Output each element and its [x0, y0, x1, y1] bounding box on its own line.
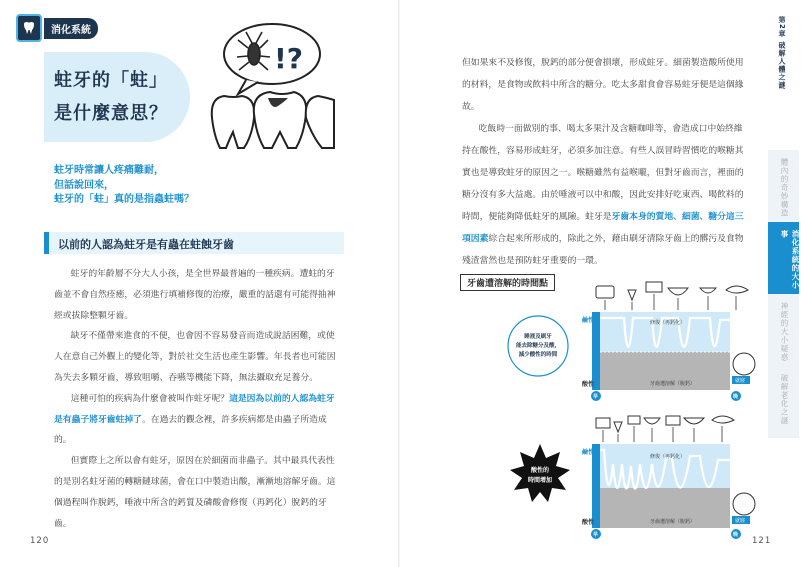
tooth-bug-illustration: [208, 14, 336, 150]
lead-line: 蛀牙時常讓人疼痛難耐，: [54, 165, 164, 176]
axis-bottom-label: 酸性: [582, 519, 595, 526]
paragraph: 但如果來不及修復，脫鈣的部分便會損壞，形成蛀牙。細菌製造酸所使用的材料，是食物或飲料中所含的糖分。吃太多甜食會容易蛀牙便是這個緣故。: [462, 58, 744, 112]
svg-text:!?: !?: [274, 42, 304, 75]
bread-icon: [596, 286, 614, 298]
food-icons-1: [596, 282, 748, 300]
callout1-line: 減少酸性的時間: [518, 352, 558, 358]
tab-label: 破解老化之謎: [780, 374, 789, 425]
food-icons-2: [596, 416, 734, 432]
fish-icon: [712, 416, 734, 423]
zone-repair-label: 修復（再鈣化）: [650, 454, 686, 460]
sleeping-face-icon: [733, 493, 755, 515]
arrow-ticks-1: [605, 294, 736, 310]
section-badge: [16, 14, 98, 42]
paragraph: 蛀牙的年齡層不分大人小孩，是全世界最普遍的一種疾病。遭蛀的牙齒並不會自然痊癒，必須進行填補修復的治療，嚴重的話還有可能得抽神經或拔除整顆牙齒。: [54, 269, 336, 321]
page-number: 121: [752, 536, 772, 546]
title-box: [44, 52, 190, 142]
tab-digestive[interactable]: [768, 222, 799, 294]
bread-icon: [596, 418, 610, 428]
paragraph: 但實際上之所以會有蛀牙，原因在於細菌而非蟲子。其中最具代表性的是別名蛀牙菌的轉糖鏈球菌，會在口中製造出酸，漸漸地溶解牙齒。這個過程叫作脫鈣，唾液中所含的鈣質及磷酸會修復（再鈣化）脫鈣的牙齒。: [54, 456, 336, 529]
lead-text: [54, 164, 194, 208]
fish-icon: [726, 286, 748, 293]
right-page: [400, 0, 799, 567]
sleep-label: 就寢: [735, 518, 746, 524]
body-text-left: [54, 264, 341, 534]
snack-icon: [666, 416, 680, 425]
tab-aging[interactable]: [768, 366, 799, 438]
left-page: [0, 0, 399, 567]
highlight-text: 這是因為以前的人認為蛀牙是有蟲子將牙齒蛀掉了: [54, 393, 335, 425]
sleep-label: 就寢: [735, 378, 746, 384]
axis-bar-2: [592, 444, 600, 528]
icecream-icon: [614, 422, 622, 432]
tab-body-structure[interactable]: [768, 150, 799, 222]
heading-bar: [44, 232, 49, 254]
chapter-label: 第2章 破解人體之謎: [778, 16, 786, 90]
highlight-text: 牙齒本身的質地、細菌、糖分這三項因素: [462, 212, 744, 244]
lead-line: 蛀牙的「蛀」真的是指蟲蛀嗎？: [54, 194, 194, 205]
section-label: 消化系統: [44, 18, 98, 39]
body-text-right: [462, 52, 749, 272]
callout2-line: 酸性的: [530, 467, 550, 474]
snack-icon: [646, 282, 662, 292]
zone-decay-label: 牙齒遭溶解（脫鈣）: [650, 519, 696, 525]
lead-line: 但話說回來，: [54, 179, 114, 191]
page-number: 120: [30, 536, 50, 546]
night-label: 晚: [733, 394, 739, 400]
paragraph-text: 這種可怕的疾病為什麼會被叫作蛀牙呢？: [70, 393, 230, 404]
bowl-icon: [668, 288, 688, 295]
axis-bottom-label: 酸性: [582, 381, 595, 388]
chart-label: 牙齒遭溶解的時間點: [460, 274, 555, 291]
page-title-line2: 是什麼意思？: [54, 103, 168, 124]
morning-label: 早: [593, 532, 599, 538]
acidity-charts: [500, 268, 760, 558]
page-title-line1: 蛀牙的「蛀」: [54, 70, 168, 91]
callout1-line: 能去除糖分及酸，: [515, 343, 561, 349]
bowl-icon: [684, 418, 704, 424]
paragraph: [462, 118, 749, 272]
tab-label: 神經的大小疑惑: [780, 302, 789, 362]
paragraph-text: 吃飯時一面做別的事、喝太多果汁及含糖咖啡等，會造成口中始終維持在酸性，容易形成蛀牙，必須多加注意。有些人誤冒時習慣吃的喉糖其實也是導致蛀牙的原因之一。喉糖雖然有益喉嚨，但對牙齒而言，裡面的糖分沒有多大益處。由於唾液可以中和酸，因此安排好吃東西、喝飲料的時間，便能夠降低蛀牙的風險。蛀牙是: [462, 124, 744, 222]
axis-top-label: 鹼性: [582, 317, 595, 324]
morning-label: 早: [593, 394, 599, 400]
arrow-ticks-2: [603, 426, 722, 442]
icecream-icon: [628, 290, 636, 300]
callout1-line: 睡液及刷牙: [524, 334, 552, 340]
heading-text: 以前的人認為蛀牙是有蟲在蛀蝕牙齒: [58, 238, 234, 251]
paragraph: 缺牙不僅帶來進食的不便，也會因不容易發音而造成說話困難，或使人在意自己外觀上的變化等，對於社交生活也產生影響。年長者也可能因為失去多顆牙齒，導致咀嚼、吞嚥等機能下降，無法攝取充足養分。: [54, 331, 336, 383]
snack-icon: [628, 416, 640, 424]
tooth-icon: [16, 14, 42, 42]
bowl-icon: [644, 418, 660, 424]
section-heading: [44, 232, 344, 254]
zone-decay-label: 牙齒遭溶解（脫鈣）: [650, 381, 696, 387]
sleeping-face-icon: [733, 353, 755, 375]
zone-repair-label: 修復（再鈣化）: [650, 320, 686, 326]
tab-label: 消化系統的大小事: [780, 230, 800, 290]
axis-top-label: 鹼性: [582, 449, 595, 456]
bowl-icon: [700, 288, 716, 293]
callout2-line: 時間增加: [527, 477, 553, 484]
tab-label: 體內的奇妙構造: [780, 158, 789, 218]
paragraph: [54, 389, 341, 451]
paragraph-text: 綜合起來所形成的，除此之外，藉由刷牙清除牙齒上的髒污及食物殘渣當然也是預防蛀牙重要的一環。: [462, 234, 744, 266]
night-label: 晚: [733, 532, 739, 538]
paragraph-text: 。在過去的觀念裡，許多疾病都是由蟲子所造成的。: [54, 414, 327, 446]
tab-nerves[interactable]: [768, 294, 799, 366]
